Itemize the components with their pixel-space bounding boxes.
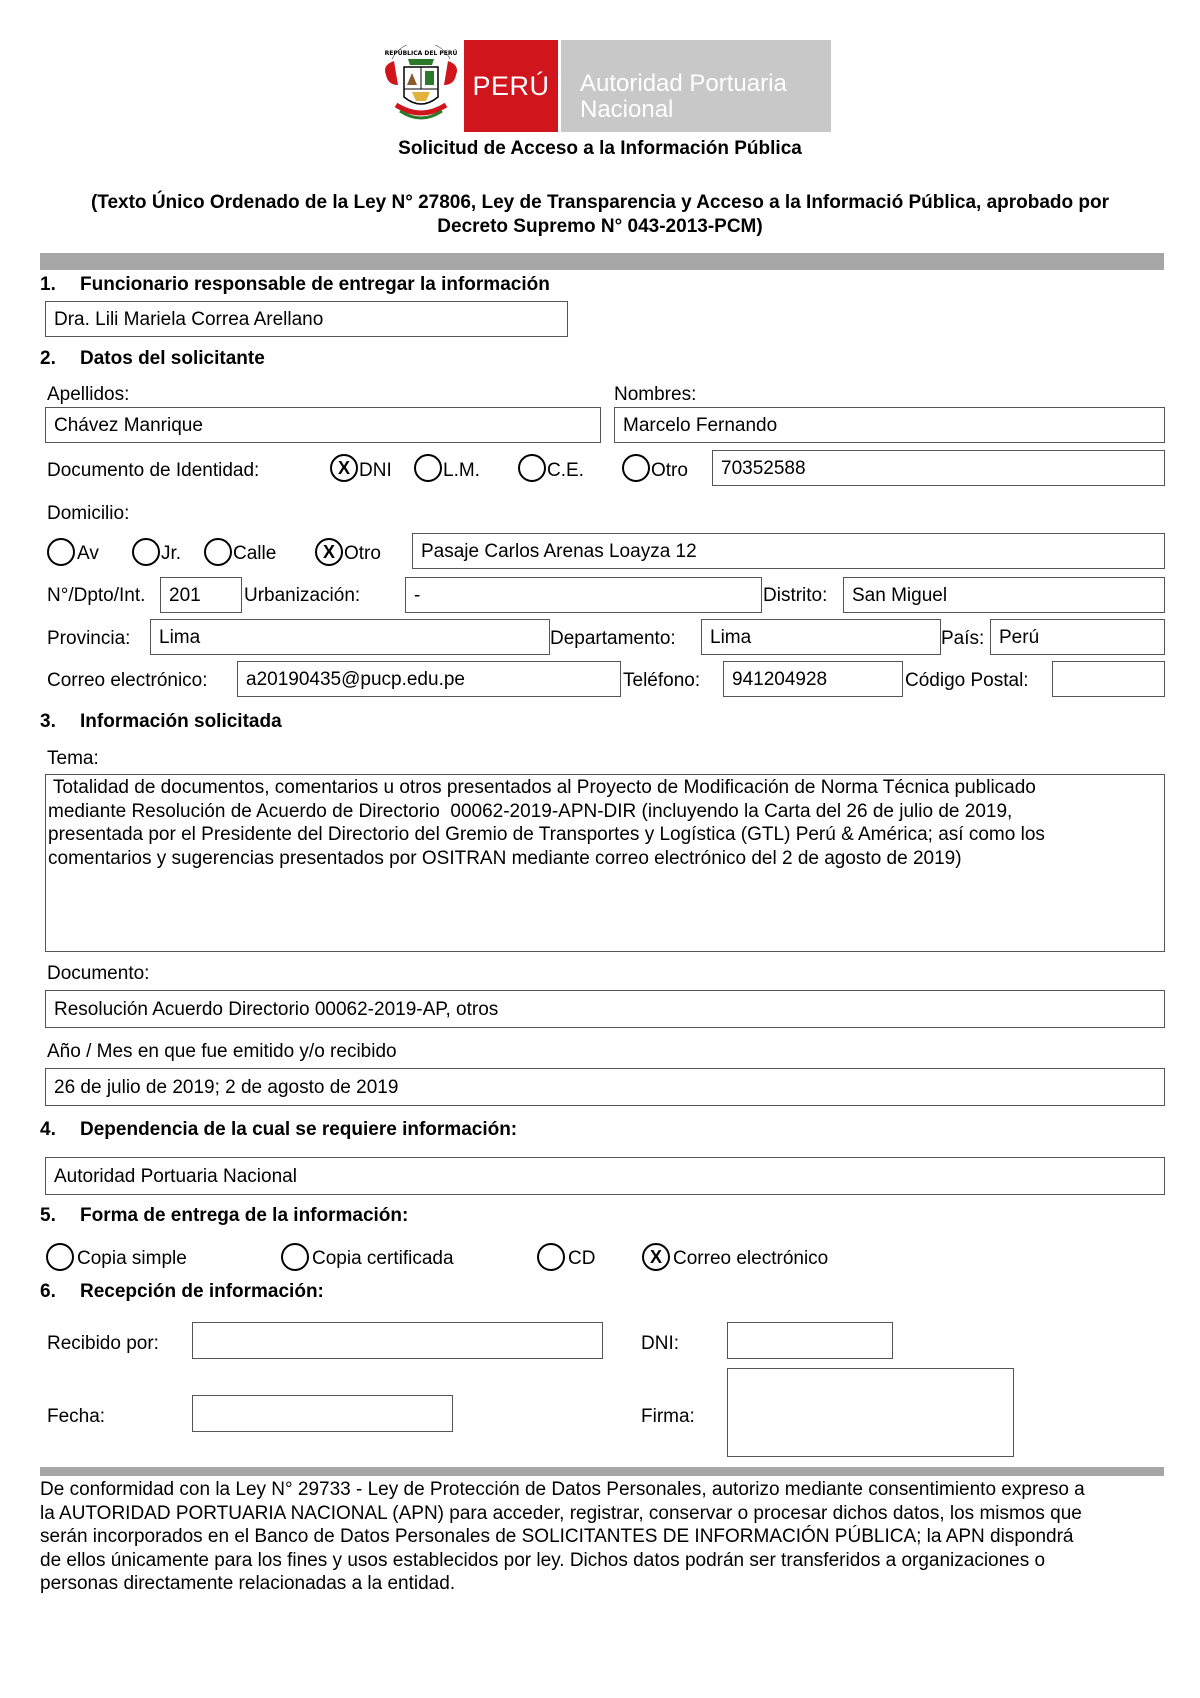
entrega-copia-simple-label: Copia simple xyxy=(77,1248,187,1269)
form-subtitle-line2: Decreto Supremo N° 043-2013-PCM) xyxy=(437,216,763,237)
numero-dpto-label: N°/Dpto/Int. xyxy=(47,585,146,606)
nombres-field[interactable]: Marcelo Fernando xyxy=(614,407,1165,443)
privacy-line-3: serán incorporados en el Banco de Datos Personales de SOLICITANTES DE INFORMACIÓN PÚBLICA; la APN dispondrá xyxy=(40,1526,1074,1547)
agency-name-line1: Autoridad Portuaria xyxy=(580,70,787,97)
tema-line-4: comentarios y sugerencias presentados por OSITRAN mediante correo electrónico del 2 de agosto de 2019) xyxy=(48,847,962,869)
section1-heading xyxy=(40,274,550,296)
top-divider-bar xyxy=(40,253,1164,270)
section1-number: 1. xyxy=(40,274,56,295)
funcionario-field[interactable]: Dra. Lili Mariela Correa Arellano xyxy=(45,301,568,337)
privacy-line-2: la AUTORIDAD PORTUARIA NACIONAL (APN) para acceder, registrar, conservar o procesar dichos datos, los mismos que xyxy=(40,1502,1082,1524)
section4-number: 4. xyxy=(40,1119,56,1140)
agency-brand-block xyxy=(561,40,831,132)
apellidos-field[interactable]: Chávez Manrique xyxy=(45,407,601,443)
doc-ce-label: C.E. xyxy=(547,460,584,481)
section5-number: 5. xyxy=(40,1205,56,1226)
agency-name-line2: Nacional xyxy=(580,96,674,123)
doc-identidad-label: Documento de Identidad: xyxy=(47,460,260,481)
bottom-divider-bar xyxy=(40,1467,1164,1476)
pais-label: País: xyxy=(941,628,985,649)
entrega-copia-certificada-radio[interactable] xyxy=(281,1243,309,1271)
via-jr-radio[interactable] xyxy=(132,538,160,566)
tema-textarea[interactable] xyxy=(45,774,1165,952)
codigo-postal-field[interactable] xyxy=(1052,661,1165,697)
dni-label: DNI: xyxy=(641,1333,679,1354)
provincia-field[interactable]: Lima xyxy=(150,619,550,655)
section5-heading xyxy=(40,1205,408,1227)
privacy-line-1: De conformidad con la Ley N° 29733 - Ley de Protección de Datos Personales, autorizo mediante consentimiento expreso a xyxy=(40,1479,1085,1500)
entrega-correo-radio[interactable]: X xyxy=(642,1243,670,1271)
departamento-label: Departamento: xyxy=(550,628,676,649)
via-otro-radio[interactable]: X xyxy=(315,538,343,566)
recibido-por-field[interactable] xyxy=(192,1322,603,1359)
fecha-emision-label: Año / Mes en que fue emitido y/o recibido xyxy=(47,1041,397,1062)
section4-title: Dependencia de la cual se requiere información: xyxy=(80,1119,518,1140)
doc-lm-label: L.M. xyxy=(443,460,480,481)
firma-label: Firma: xyxy=(641,1406,695,1427)
via-address-field[interactable]: Pasaje Carlos Arenas Loayza 12 xyxy=(412,533,1165,569)
correo-field[interactable]: a20190435@pucp.edu.pe xyxy=(237,661,621,697)
doc-ce-radio[interactable] xyxy=(518,454,546,482)
entrega-copia-certificada-label: Copia certificada xyxy=(312,1248,454,1269)
firma-box[interactable] xyxy=(727,1368,1014,1457)
doc-otro-radio[interactable] xyxy=(622,454,650,482)
peru-brand-block xyxy=(464,40,558,132)
doc-dni-label: DNI xyxy=(359,460,392,481)
nombres-label: Nombres: xyxy=(614,384,697,405)
tema-line-3: presentada por el Presidente del Directorio del Gremio de Transportes y Logística (GTL) Perú & América; así como los xyxy=(48,824,1045,845)
section3-title: Información solicitada xyxy=(80,711,282,732)
form-title: Solicitud de Acceso a la Información Pública xyxy=(398,138,802,159)
via-jr-label: Jr. xyxy=(161,543,182,564)
correo-label: Correo electrónico: xyxy=(47,670,208,691)
via-av-radio[interactable] xyxy=(47,538,75,566)
urbanizacion-label: Urbanización: xyxy=(244,585,361,606)
telefono-field[interactable]: 941204928 xyxy=(723,661,903,697)
documento-field[interactable]: Resolución Acuerdo Directorio 00062-2019-AP, otros xyxy=(45,990,1165,1028)
section6-title: Recepción de información: xyxy=(80,1281,324,1302)
via-otro-label: Otro xyxy=(344,543,381,564)
via-calle-label: Calle xyxy=(233,543,277,564)
section6-number: 6. xyxy=(40,1281,56,1302)
domicilio-label: Domicilio: xyxy=(47,503,130,524)
privacy-line-4: de ellos únicamente para los fines y usos establecidos por ley. Dichos datos podrán ser transferidos a organizaciones o xyxy=(40,1549,1046,1571)
section3-number: 3. xyxy=(40,711,56,732)
tema-label: Tema: xyxy=(47,748,99,769)
form-subtitle-line1: (Texto Único Ordenado de la Ley N° 27806, Ley de Transparencia y Acceso a la Informació Pública, aprobado por xyxy=(90,192,1110,213)
section4-heading xyxy=(40,1119,517,1141)
dependencia-field[interactable]: Autoridad Portuaria Nacional xyxy=(45,1157,1165,1195)
section3-heading xyxy=(40,711,282,733)
privacy-notice xyxy=(40,1478,1165,1596)
fecha-recepcion-field[interactable] xyxy=(192,1395,453,1432)
privacy-line-5: personas directamente relacionadas a la entidad. xyxy=(40,1573,456,1594)
via-av-label: Av xyxy=(77,543,99,564)
dni-field[interactable] xyxy=(727,1322,893,1359)
numero-dpto-field[interactable]: 201 xyxy=(160,577,242,613)
entrega-correo-label: Correo electrónico xyxy=(673,1248,829,1269)
entrega-cd-label: CD xyxy=(568,1248,596,1269)
codigo-postal-label: Código Postal: xyxy=(905,670,1029,691)
section6-heading xyxy=(40,1281,324,1303)
doc-number-field[interactable]: 70352588 xyxy=(712,450,1165,486)
pais-field[interactable]: Perú xyxy=(990,619,1165,655)
urbanizacion-field[interactable]: - xyxy=(405,577,762,613)
distrito-label: Distrito: xyxy=(763,585,828,606)
fecha-recepcion-label: Fecha: xyxy=(47,1406,106,1427)
section2-title: Datos del solicitante xyxy=(80,348,265,369)
via-calle-radio[interactable] xyxy=(204,538,232,566)
doc-otro-label: Otro xyxy=(651,460,688,481)
entrega-copia-simple-radio[interactable] xyxy=(46,1243,74,1271)
fecha-emision-field[interactable]: 26 de julio de 2019; 2 de agosto de 2019 xyxy=(45,1068,1165,1106)
section1-title: Funcionario responsable de entregar la información xyxy=(80,274,550,295)
recibido-por-label: Recibido por: xyxy=(47,1333,159,1354)
provincia-label: Provincia: xyxy=(47,628,131,649)
departamento-field[interactable]: Lima xyxy=(701,619,941,655)
section5-title: Forma de entrega de la información: xyxy=(80,1205,409,1226)
doc-dni-radio[interactable]: X xyxy=(330,454,358,482)
coat-of-arms-logo xyxy=(382,45,460,127)
telefono-label: Teléfono: xyxy=(623,670,701,691)
doc-lm-radio[interactable] xyxy=(414,454,442,482)
section2-number: 2. xyxy=(40,348,56,369)
tema-line-2: mediante Resolución de Acuerdo de Directorio 00062-2019-APN-DIR (incluyendo la Carta del 26 de julio de 2019, xyxy=(48,800,1013,822)
peru-label: PERÚ xyxy=(472,70,550,101)
entrega-cd-radio[interactable] xyxy=(537,1243,565,1271)
tema-line-1: Totalidad de documentos, comentarios u otros presentados al Proyecto de Modificación de Norma Técnica publicado xyxy=(48,777,1036,798)
apellidos-label: Apellidos: xyxy=(47,384,130,405)
documento-label: Documento: xyxy=(47,963,150,984)
section2-heading xyxy=(40,348,265,370)
distrito-field[interactable]: San Miguel xyxy=(843,577,1165,613)
svg-text:REPÚBLICA DEL PERÚ: REPÚBLICA DEL PERÚ xyxy=(384,50,458,57)
